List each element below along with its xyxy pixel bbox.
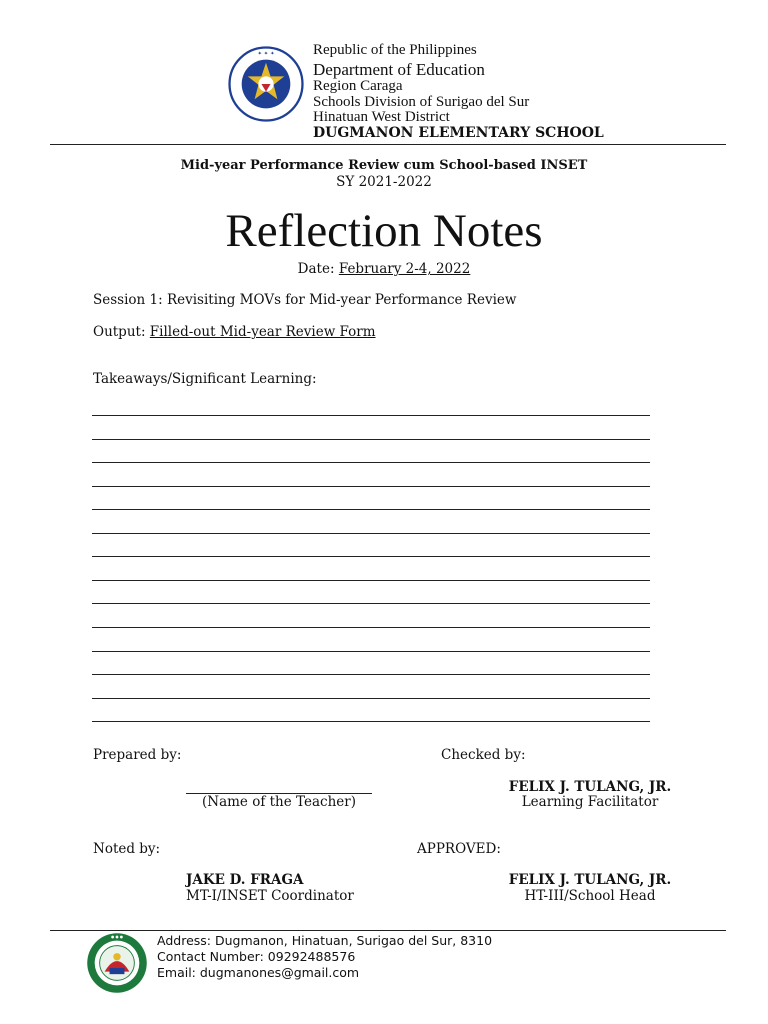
footer-divider xyxy=(50,930,726,931)
writing-line[interactable] xyxy=(92,486,650,487)
writing-line[interactable] xyxy=(92,627,650,628)
header-republic: Republic of the Philippines xyxy=(313,42,477,58)
writing-line[interactable] xyxy=(92,533,650,534)
header-school-name: DUGMANON ELEMENTARY SCHOOL xyxy=(313,125,604,141)
writing-line[interactable] xyxy=(92,698,650,699)
footer-contact-number: Contact Number: 09292488576 xyxy=(157,949,356,964)
writing-line[interactable] xyxy=(92,439,650,440)
svg-text:✦ ✦ ✦: ✦ ✦ ✦ xyxy=(257,51,275,58)
header-region: Region Caraga xyxy=(313,78,403,94)
writing-line[interactable] xyxy=(92,415,650,416)
header-division: Schools Division of Surigao del Sur xyxy=(313,94,530,110)
checked-by-name: FELIX J. TULANG, JR. xyxy=(508,779,672,795)
prepared-by-label: Prepared by: xyxy=(93,747,182,763)
checked-by-title: Learning Facilitator xyxy=(521,794,659,810)
date-value: February 2-4, 2022 xyxy=(338,261,471,277)
header-divider xyxy=(50,144,726,145)
footer-email: Email: dugmanones@gmail.com xyxy=(157,965,360,980)
approved-by-name: FELIX J. TULANG, JR. xyxy=(508,872,672,888)
approved-by-title: HT-III/School Head xyxy=(524,888,656,904)
checked-by-label: Checked by: xyxy=(441,747,526,763)
writing-line[interactable] xyxy=(92,651,650,652)
event-title: Mid-year Performance Review cum School-based INSET xyxy=(180,158,588,173)
output-value: Filled-out Mid-year Review Form xyxy=(149,324,376,340)
takeaways-label: Takeaways/Significant Learning: xyxy=(93,371,317,387)
teacher-name-placeholder: (Name of the Teacher) xyxy=(202,794,356,810)
svg-text:● ● ●: ● ● ● xyxy=(110,935,124,940)
writing-line[interactable] xyxy=(92,603,650,604)
school-seal-logo xyxy=(86,932,148,994)
writing-line[interactable] xyxy=(92,462,650,463)
school-year: SY 2021-2022 xyxy=(336,174,432,190)
deped-seal-logo xyxy=(228,46,304,122)
noted-by-title: MT-I/INSET Coordinator xyxy=(186,888,354,904)
header-district: Hinatuan West District xyxy=(313,109,450,125)
date-line xyxy=(0,261,768,277)
session-title: Session 1: Revisiting MOVs for Mid-year Performance Review xyxy=(93,292,517,308)
page-title: Reflection Notes xyxy=(225,205,543,257)
header-department: Department of Education xyxy=(313,60,485,79)
noted-by-label: Noted by: xyxy=(93,841,161,857)
writing-line[interactable] xyxy=(92,721,650,722)
date-label: Date: xyxy=(297,261,339,277)
writing-line[interactable] xyxy=(92,674,650,675)
noted-by-name: JAKE D. FRAGA xyxy=(186,872,304,888)
footer-address: Address: Dugmanon, Hinatuan, Surigao del Sur, 8310 xyxy=(157,933,493,948)
output-line xyxy=(93,324,376,340)
writing-line[interactable] xyxy=(92,556,650,557)
output-label: Output: xyxy=(93,324,150,340)
approved-label: APPROVED: xyxy=(417,841,501,857)
writing-line[interactable] xyxy=(92,509,650,510)
writing-line[interactable] xyxy=(92,580,650,581)
